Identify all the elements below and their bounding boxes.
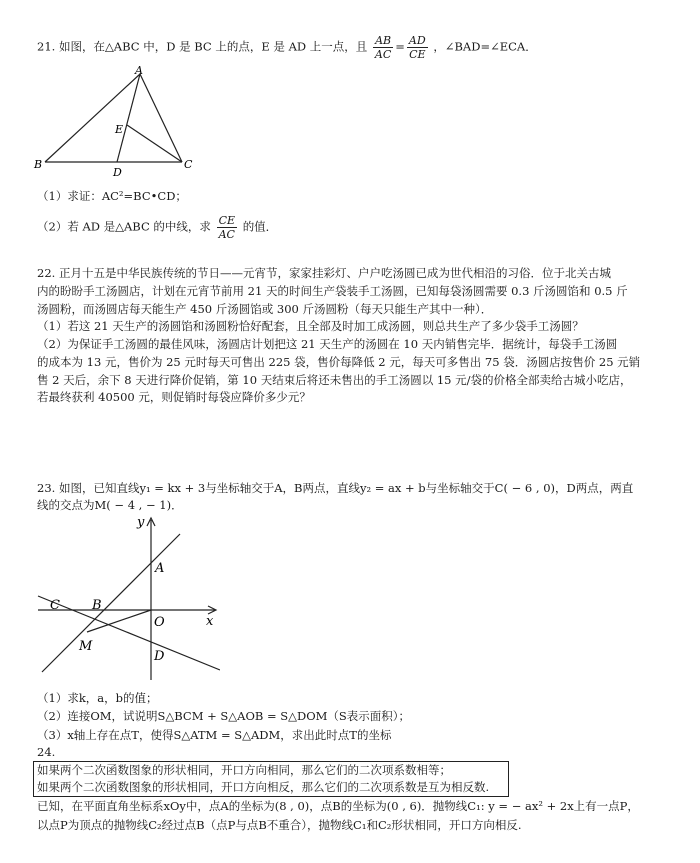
q24-box-line1: 如果两个二次函数图象的形状相同，开口方向相同，那么它们的二次项系数相等； — [37, 763, 451, 777]
q21-triangle-figure — [30, 62, 200, 180]
q22-line4: （1）若这 21 天生产的汤圆馅和汤圆粉恰好配套，且全部及时加工成汤圆，则总共生产了多少袋手工汤圆？ — [37, 319, 584, 333]
q23-line1: 23. 如图，已知直线y₁ = kx + 3与坐标轴交于A，B两点，直线y₂ = ax + b与坐标轴交于C( − 6 , 0)，D两点，两直 — [37, 481, 634, 495]
q22-line1: 22. 正月十五是中华民族传统的节日——元宵节，家家挂彩灯、户户吃汤圆已成为世代相沿的习俗．位于北关古城 — [37, 266, 611, 280]
q24-box-line2: 如果两个二次函数图象的形状相同，开口方向相反，那么它们的二次项系数是互为相反数. — [37, 780, 490, 794]
q21-label-c: C — [184, 158, 193, 171]
q22-line2: 内的盼盼手工汤圆店，计划在元宵节前用 21 天的时间生产袋装手工汤圆，已知每袋汤圆需要 0.3 斤汤圆馅和 0.5 斤 — [37, 284, 628, 298]
q23-line2: 线的交点为M( − 4 , − 1)． — [37, 498, 183, 512]
q22-line8: 若最终获利 40500 元，则促销时每袋应降价多少元？ — [37, 390, 311, 404]
q23-label-a: A — [155, 561, 165, 576]
q21-fraction-3: $\frac{CE}{AC}$ — [218, 214, 236, 241]
q23-label-y: y — [137, 515, 145, 530]
q23-label-m: M — [79, 639, 93, 654]
q23-label-b: B — [92, 598, 102, 613]
q23-coordinate-figure — [30, 512, 220, 682]
q21-part2: （2）若 AD 是△ABC 的中线，求 $\frac{CE}{AC}$ 的值． — [37, 214, 278, 241]
q21-text-pre: 21. 如图，在△ABC 中，D 是 BC 上的点，E 是 AD 上一点，且 — [37, 39, 368, 54]
q21-line1: 21. 如图，在△ABC 中，D 是 BC 上的点，E 是 AD 上一点，且 $\frac{AB}{AC}$ = $\frac{AD}{CE}$ ，∠BAD=∠ECA． — [37, 34, 537, 61]
q22-line3: 汤圆粉，而汤圆店每天能生产 450 斤汤圆馅或 300 斤汤圆粉（每天只能生产其中一种）． — [37, 302, 493, 316]
q24-number: 24. — [37, 745, 56, 759]
q22-line6: 的成本为 13 元，售价为 25 元时每天可售出 225 袋，售价每降低 2 元，每天可多售出 75 袋．汤圆店按售价 25 元销 — [37, 355, 641, 369]
q23-part1: （1）求k，a，b的值； — [37, 691, 158, 705]
q24-line1: 已知，在平面直角坐标系xOy中，点A的坐标为(8 , 0)，点B的坐标为(0 , 6)．抛物线C₁: y = − ax² + 2x上有一点P， — [37, 799, 639, 813]
q23-part3: （3）x轴上存在点T，使得S△ATM = S△ADM，求出此时点T的坐标 — [37, 728, 392, 742]
q24-line2: 以点P为顶点的抛物线C₂经过点B（点P与点B不重合），抛物线C₁和C₂形状相同，开口方向相反. — [37, 818, 522, 832]
q23-label-c: C — [50, 598, 60, 613]
q23-line-y2 — [38, 596, 220, 670]
q21-segment-ad — [117, 74, 140, 162]
q21-label-d: D — [113, 166, 122, 179]
q21-side-ac — [140, 74, 182, 162]
q21-part1: （1）求证：AC²=BC•CD； — [37, 189, 187, 203]
q22-line5: （2）为保证手工汤圆的最佳风味，汤圆店计划把这 21 天生产的汤圆在 10 天内销售完毕．据统计，每袋手工汤圆 — [37, 337, 618, 351]
q21-label-a: A — [135, 64, 143, 77]
q23-label-d: D — [154, 649, 165, 664]
q23-label-o: O — [154, 615, 165, 630]
q21-label-e: E — [115, 123, 124, 136]
q21-label-b: B — [34, 158, 43, 171]
q23-part2: （2）连接OM，试说明S△BCM + S△AOB = S△DOM（S表示面积）； — [37, 709, 411, 723]
q22-line7: 售 2 天后，余下 8 天进行降价促销，第 10 天结束后将还未售出的手工汤圆以 15 元/袋的价格全部卖给古城小吃店， — [37, 373, 632, 387]
q23-label-x: x — [206, 614, 214, 629]
q21-fraction-2: $\frac{AD}{CE}$ — [408, 34, 426, 61]
q21-text-post: ，∠BAD=∠ECA． — [433, 39, 537, 54]
q21-fraction-1: $\frac{AB}{AC}$ — [374, 34, 392, 61]
q21-side-ab — [45, 74, 140, 162]
